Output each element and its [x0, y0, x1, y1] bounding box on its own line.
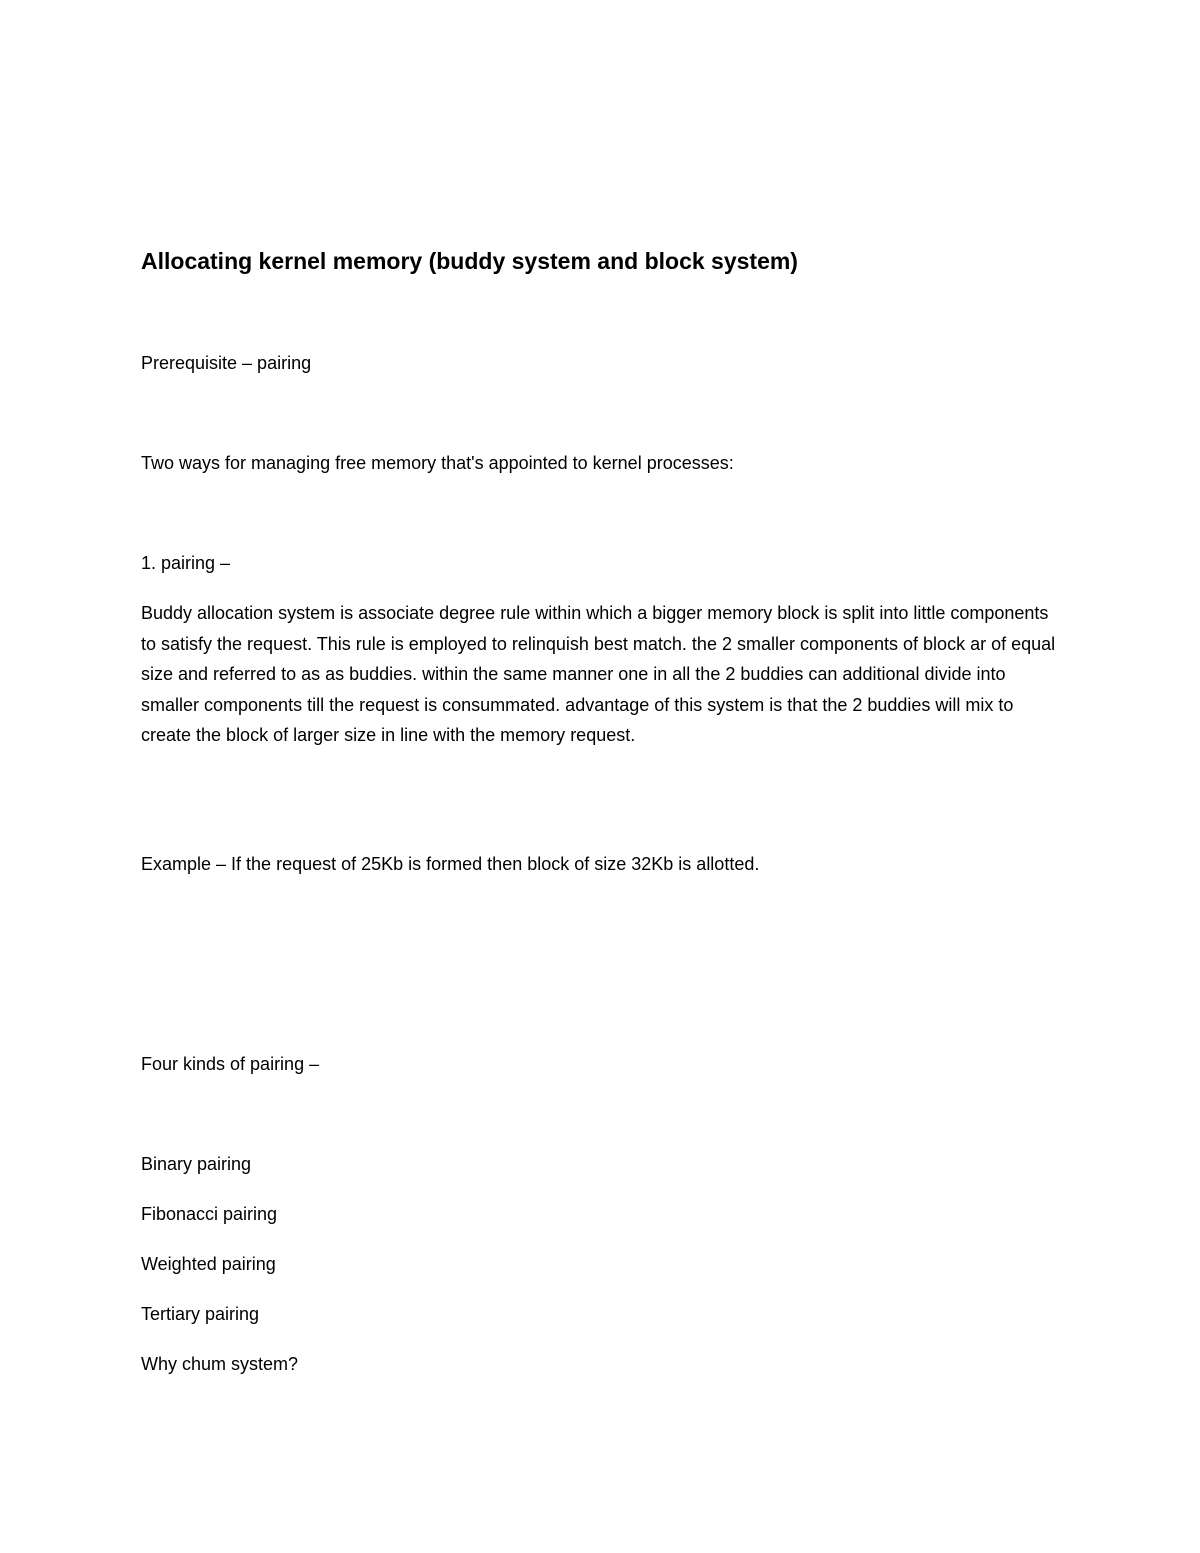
- intro-line: Two ways for managing free memory that's appointed to kernel processes:: [141, 453, 734, 473]
- list-item: Binary pairing: [141, 1154, 252, 1174]
- list-item: Fibonacci pairing: [141, 1204, 278, 1224]
- kinds-heading: Four kinds of pairing –: [141, 1054, 320, 1074]
- section-heading: 1. pairing –: [141, 553, 231, 573]
- document-title: Allocating kernel memory (buddy system and block system): [141, 248, 798, 274]
- list-item: Weighted pairing: [141, 1254, 276, 1274]
- example-line: Example – If the request of 25Kb is formed then block of size 32Kb is allotted.: [141, 854, 760, 874]
- buddy-system-paragraph: Buddy allocation system is associate degree rule within which a bigger memory block is split into little components to satisfy the request. This rule is employed to relinquish best match. the 2 smaller components of block ar of equal size and referred to as as buddies. within the same manner one in all the 2 buddies can additional divide into smaller components till the request is consummated. advantage of this system is that the 2 buddies will mix to create the block of larger size in line with the memory request.: [141, 603, 1056, 745]
- closing-question: Why chum system?: [141, 1354, 299, 1374]
- prerequisite-line: Prerequisite – pairing: [141, 353, 312, 373]
- list-item: Tertiary pairing: [141, 1304, 260, 1324]
